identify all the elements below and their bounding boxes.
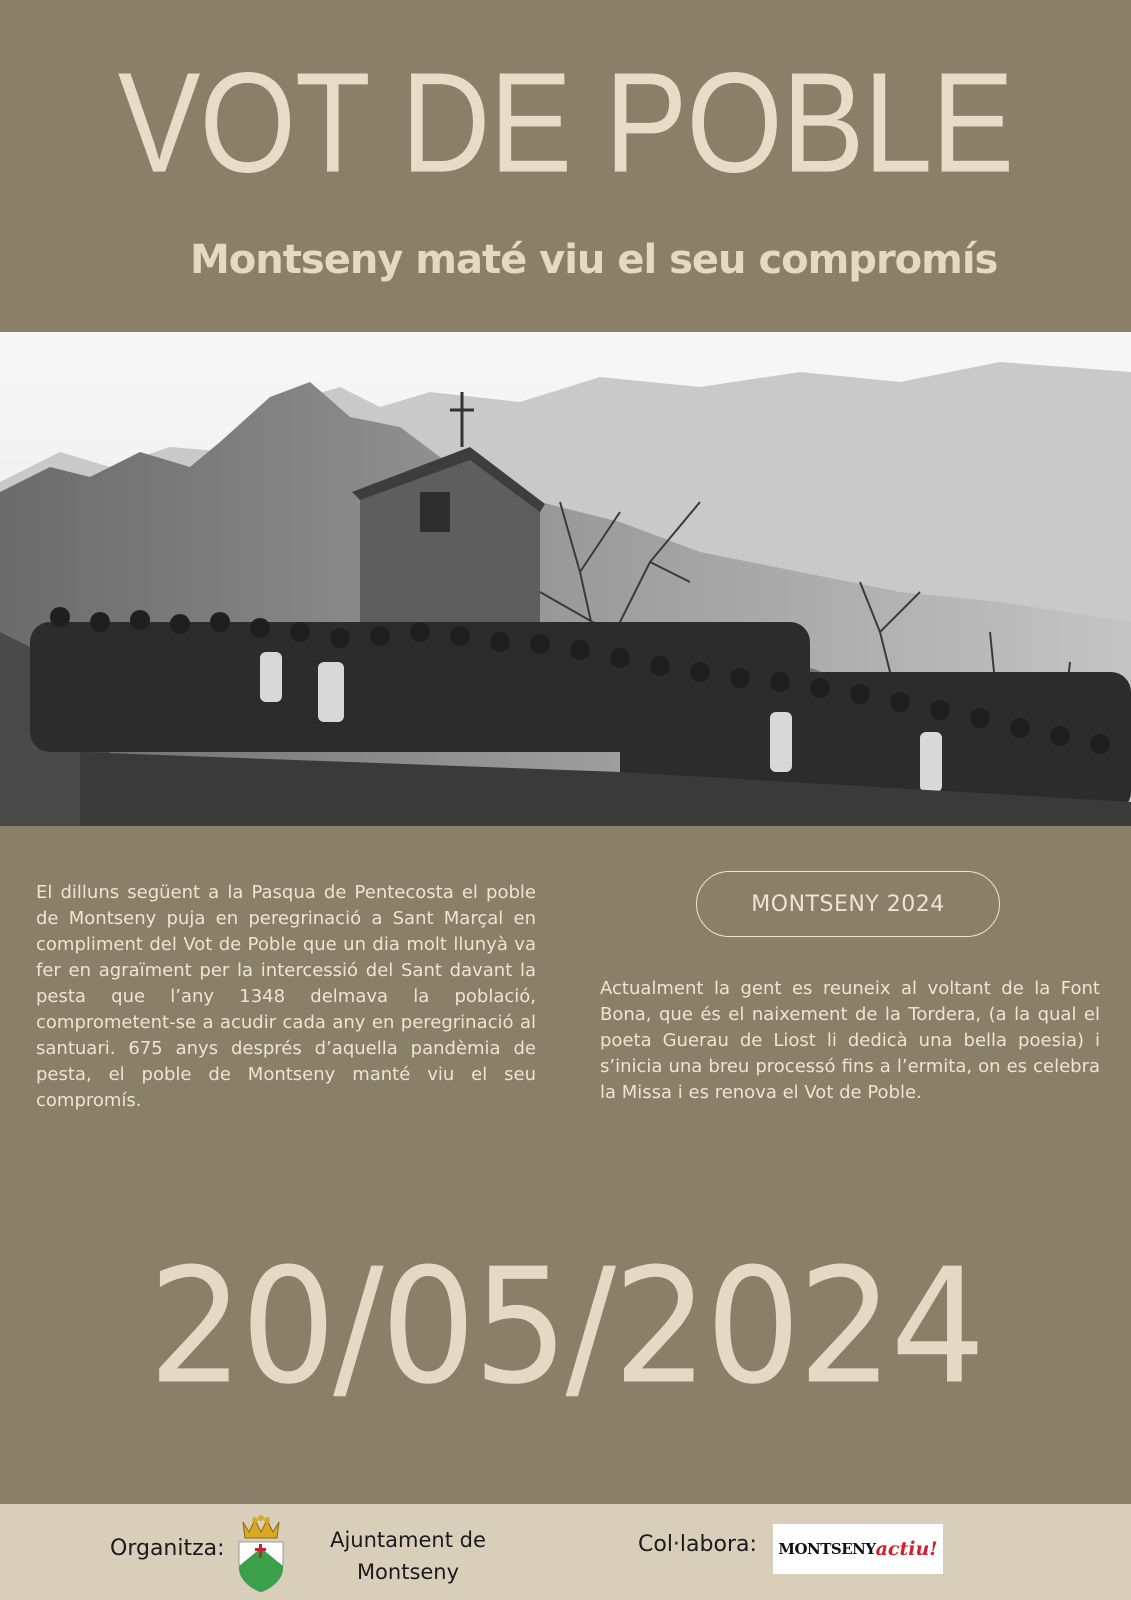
collabora-label: Col·labora: bbox=[638, 1532, 757, 1557]
montseny-actiu-logo bbox=[773, 1524, 943, 1574]
footer bbox=[0, 1504, 1131, 1600]
logo-text-main: MONTSENY bbox=[778, 1540, 876, 1558]
organizer-line-1: Ajuntament de bbox=[330, 1528, 486, 1552]
municipal-crest-icon bbox=[233, 1514, 289, 1598]
pilgrimage-photo-illustration bbox=[0, 332, 1131, 826]
organizer-line-2: Montseny bbox=[356, 1560, 460, 1584]
poster-title: VOT DE POBLE bbox=[117, 43, 1014, 203]
poster-subtitle: Montseny maté viu el seu compromís bbox=[190, 237, 998, 283]
organitza-label: Organitza: bbox=[110, 1536, 225, 1561]
event-date: 20/05/2024 bbox=[148, 1235, 983, 1420]
logo-text-accent: actiu! bbox=[875, 1538, 938, 1560]
description-left: El dilluns següent a la Pasqua de Pentecosta el poble de Montseny puja en peregrinació a Sant Marçal en compliment del Vot de Poble que un dia molt llunyà va fer en agraïment per la intercessió del Sant davant la pesta que l’any 1348 delmava la població, comprometent-se a acudir cada any en peregrinació al santuari. 675 anys després d’aquella pandèmia de pesta, el poble de Montseny manté viu el seu compromís. bbox=[36, 882, 536, 1111]
edition-badge: MONTSENY 2024 bbox=[696, 871, 1000, 937]
description-right: Actualment la gent es reuneix al voltant de la Font Bona, que és el naixement de la Tordera, (a la qual el poeta Guerau de Liost li dedicà una bella poesia) i s’inicia una breu processó fins a l’ermita, on es celebra la Missa i es renova el Vot de Poble. bbox=[600, 978, 1100, 1103]
historic-photo bbox=[0, 332, 1131, 826]
organizer-name bbox=[318, 1524, 498, 1588]
